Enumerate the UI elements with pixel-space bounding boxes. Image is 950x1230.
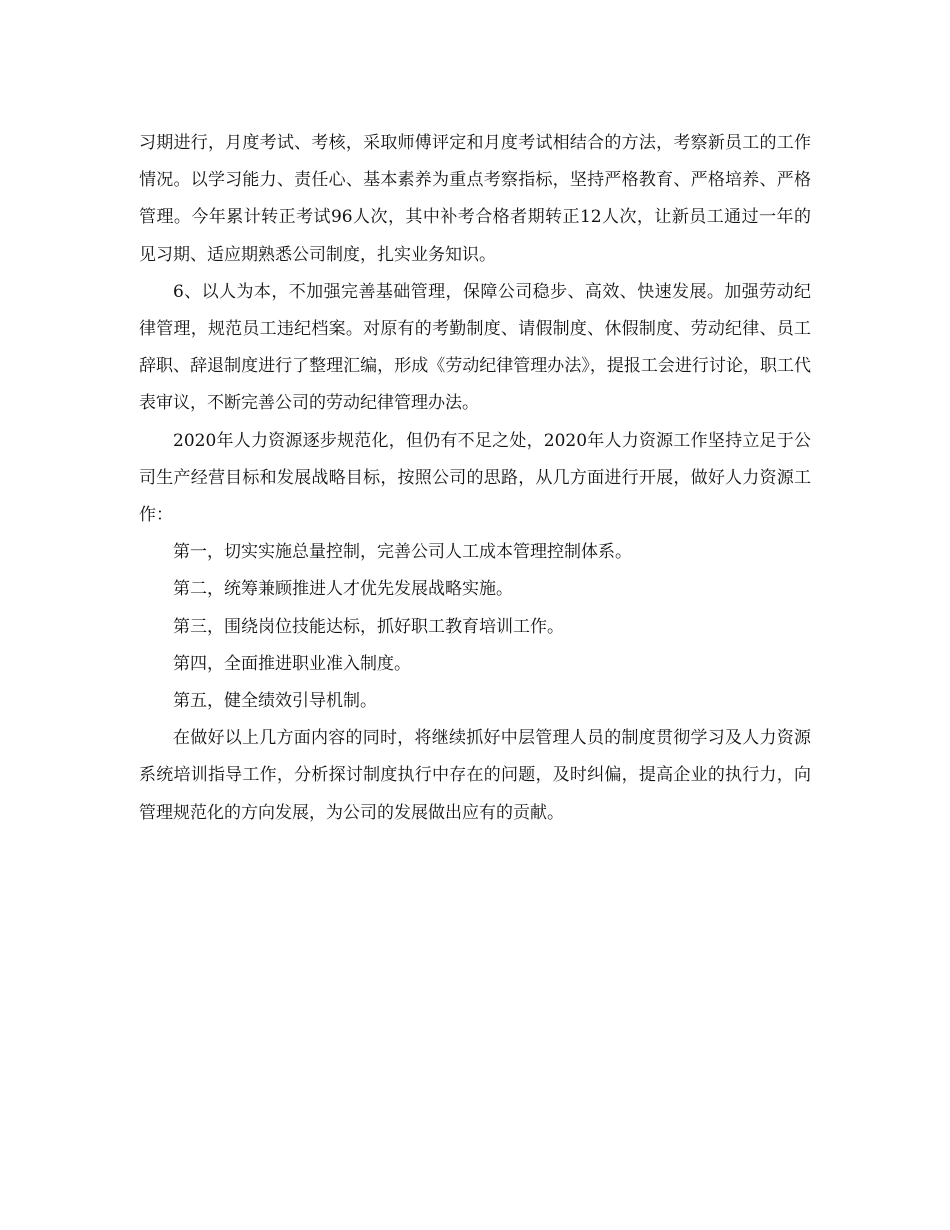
paragraph-conclusion: 在做好以上几方面内容的同时，将继续抓好中层管理人员的制度贯彻学习及人力资源系统培训指导工作，分析探讨制度执行中存在的问题，及时纠偏，提高企业的执行力，向管理规范化的方向发展，为公司的发展做出应有的贡献。	[139, 728, 811, 823]
paragraph-2020-plan: 2020年人力资源逐步规范化，但仍有不足之处，2020年人力资源工作坚持立足于公司生产经营目标和发展战略目标，按照公司的思路，从几方面进行开展，做好人力资源工作：	[139, 430, 811, 526]
list-item-second: 第二，统筹兼顾推进人才优先发展战略实施。	[173, 579, 513, 600]
document-body	[139, 125, 811, 832]
list-item-first: 第一，切实实施总量控制，完善公司人工成本管理控制体系。	[173, 542, 632, 563]
list-item-fifth: 第五，健全绩效引导机制。	[173, 691, 377, 712]
list-item-third: 第三，围绕岗位技能达标，抓好职工教育培训工作。	[173, 616, 564, 637]
paragraph-labor-discipline: 6、以人为本，不加强完善基础管理，保障公司稳步、高效、快速发展。加强劳动纪律管理，规范员工违纪档案。对原有的考勤制度、请假制度、休假制度、劳动纪律、员工辞职、辞退制度进行了整理汇编，形成《劳动纪律管理办法》，提报工会进行讨论，职工代表审议，不断完善公司的劳动纪律管理办法。	[139, 281, 811, 414]
paragraph-continuation: 习期进行，月度考试、考核，采取师傅评定和月度考试相结合的方法，考察新员工的工作情况。以学习能力、责任心、基本素养为重点考察指标，坚持严格教育、严格培养、严格管理。今年累计转正考试96人次，其中补考合格者期转正12人次，让新员工通过一年的见习期、适应期熟悉公司制度，扎实业务知识。	[139, 133, 811, 265]
list-item-fourth: 第四，全面推进职业准入制度。	[173, 653, 411, 674]
